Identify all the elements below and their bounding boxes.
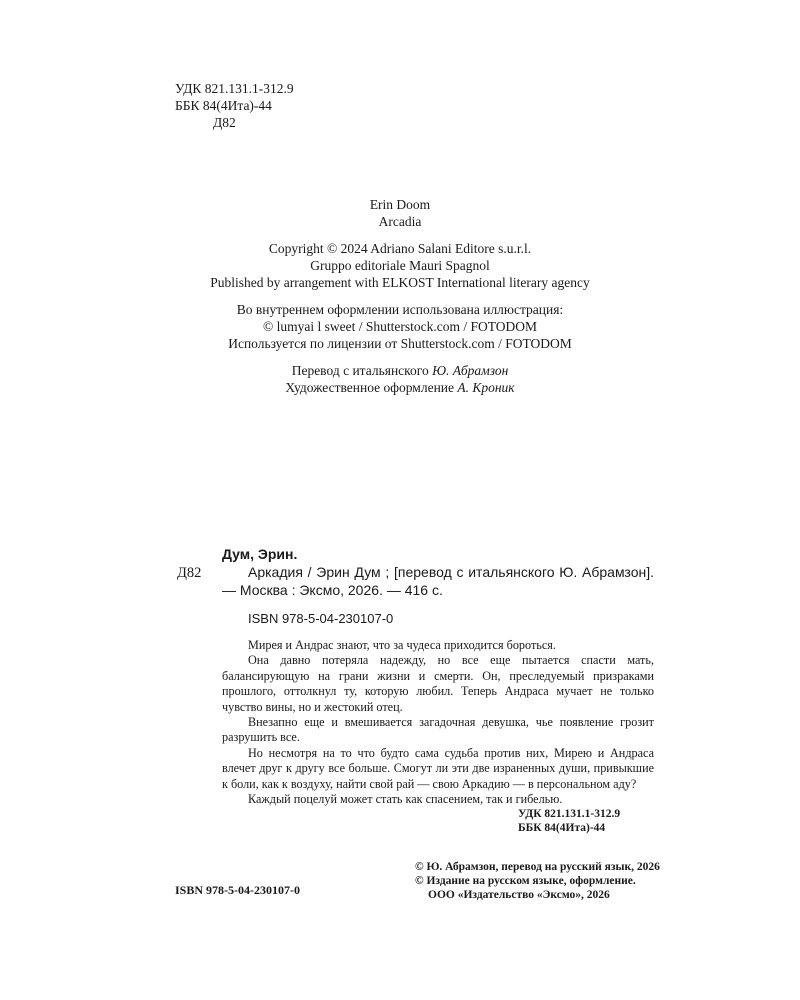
bbk-code: ББК 84(4Ита)-44 — [518, 822, 606, 834]
credits-block — [0, 196, 800, 396]
translator-name: Ю. Абрамзон — [432, 363, 509, 378]
copyright-line: Gruppo editoriale Mauri Spagnol — [310, 258, 490, 273]
copyright-line: Published by arrangement with ELKOST International literary agency — [210, 275, 590, 290]
annotation-paragraph: Внезапно еще и вмешивается загадочная девушка, чье появление грозит разрушить все. — [222, 715, 654, 745]
bbk-code: ББК 84(4Ита)-44 — [175, 98, 272, 113]
author-mark: Д82 — [213, 115, 236, 130]
annotation-paragraph: Она давно потеряла надежду, но все еще пытается спасти мать, балансирующую на грани жизни и смерти. Он, преследуемый призраками прошлого, оттолкнул ту, которую любил. Теперь Андраса мучает не только чувство вины, но и жестокий отец. — [222, 653, 654, 714]
bottom-classification — [518, 807, 620, 835]
catalog-author: Дум, Эрин. — [222, 546, 298, 562]
copyright-line: © Ю. Абрамзон, перевод на русский язык, 2026 — [415, 861, 660, 873]
annotation-paragraph: Но несмотря на то что будто сама судьба против них, Мирею и Андраса влечет друг к другу все больше. Смогут ли эти две израненных души, привыкшие к боли, как к воздуху, найти свой рай — свою Аркадию — в персональном аду? — [222, 745, 654, 791]
original-author: Erin Doom — [369, 197, 431, 212]
catalog-code: Д82 — [177, 565, 202, 581]
design-credit — [0, 379, 800, 396]
catalog-isbn: ISBN 978-5-04-230107-0 — [248, 611, 394, 626]
copyright-line: ООО «Издательство «Эксмо», 2026 — [428, 889, 610, 901]
illustration-line: Во внутреннем оформлении использована иллюстрация: — [236, 302, 564, 317]
copyright-line: Copyright © 2024 Adriano Salani Editore s.u.r.l. — [268, 241, 532, 256]
original-title: Arcadia — [378, 214, 422, 229]
copyright-line: © Издание на русском языке, оформление. — [415, 875, 636, 887]
udk-code: УДК 821.131.1-312.9 — [175, 81, 294, 96]
translation-credit — [0, 362, 800, 379]
illustration-line: Используется по лицензии от Shutterstock.com / FOTODOM — [228, 336, 572, 351]
annotation-paragraph: Мирея и Андрас знают, что за чудеса приходится бороться. — [248, 638, 556, 652]
annotation-paragraph: Каждый поцелуй может стать как спасением, так и гибелью. — [248, 792, 563, 807]
catalog-card — [222, 545, 654, 807]
illustration-line: © lumyai l sweet / Shutterstock.com / FOTODOM — [263, 319, 537, 334]
udk-code: УДК 821.131.1-312.9 — [518, 808, 621, 820]
translation-label: Перевод с итальянского — [291, 363, 429, 378]
design-label: Художественное оформление — [285, 380, 455, 395]
catalog-description: Аркадия / Эрин Дум ; [перевод с итальянского Ю. Абрамзон]. — Москва : Эксмо, 2026. — 416 с. — [222, 564, 654, 598]
designer-name: А. Кроник — [457, 380, 515, 395]
footer-copyright — [415, 860, 660, 902]
footer-isbn: ISBN 978-5-04-230107-0 — [175, 883, 300, 897]
annotation — [222, 638, 654, 807]
top-classification — [175, 80, 294, 131]
